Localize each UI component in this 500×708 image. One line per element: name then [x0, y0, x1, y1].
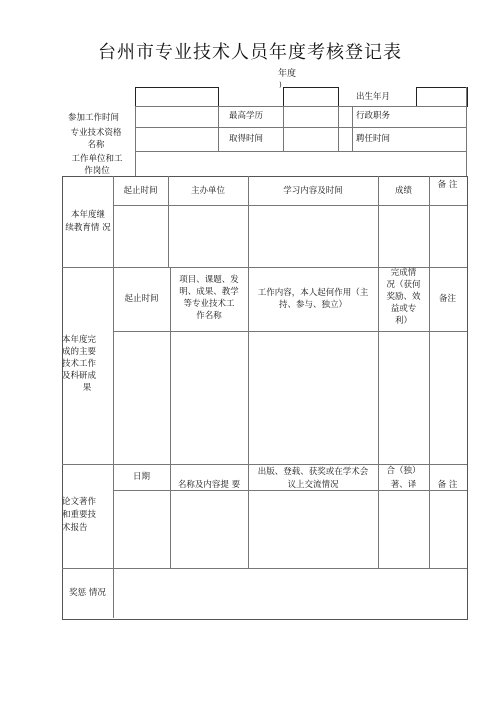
papers-header-remark: 备 注 — [437, 480, 458, 490]
work-header-role-1: 工作内容，本人起何作用（主 — [257, 288, 369, 298]
edu-header-content: 学习内容及时间 — [283, 186, 343, 196]
hire-time-label: 聘任时间 — [356, 134, 391, 144]
info-vline-5 — [352, 106, 353, 151]
work-unit-label-2: 作岗位 — [84, 166, 110, 176]
edu-header-organizer: 主办单位 — [190, 186, 225, 196]
qualification-label-2: 名称 — [87, 140, 105, 150]
edu-header-line — [113, 205, 467, 206]
year-field[interactable] — [283, 87, 339, 107]
birth-field[interactable] — [416, 87, 468, 107]
name-field[interactable] — [135, 87, 219, 107]
papers-header-coauthor-2: 著、译 — [390, 480, 417, 490]
papers-row-label-1: 论文著作 — [62, 497, 97, 507]
admin-position-label: 行政职务 — [356, 111, 391, 121]
work-row-label-3: 技术工作 — [62, 359, 97, 369]
edu-row-label-1: 本年度继 — [70, 210, 105, 220]
work-row-label-4: 及科研成 — [62, 371, 97, 381]
work-header-status-5: 利） — [394, 316, 412, 326]
papers-header-publish-1: 出版、登载、获奖或在学术会 — [257, 467, 369, 477]
awards-vline — [113, 568, 114, 618]
work-header-role-2: 持、参与、独立） — [278, 300, 347, 310]
work-header-status-1: 完成情 — [390, 268, 417, 278]
work-unit-label-1: 工作单位和工 — [71, 154, 123, 164]
birth-label: 出生年月 — [356, 92, 391, 102]
info-line-1 — [135, 106, 467, 107]
papers-header-coauthor-1: 合（独） — [386, 466, 421, 476]
work-header-project-3: 等专业技术工 — [183, 299, 235, 309]
papers-row-label-2: 和重要技 — [62, 510, 97, 520]
work-row-label-2: 成的主要 — [62, 347, 97, 357]
work-header-line — [113, 331, 467, 332]
qualification-label-1: 专业技术资格 — [70, 128, 122, 138]
info-vline-3 — [283, 106, 284, 151]
work-end-line — [62, 464, 467, 465]
work-header-status-2: 况（获何 — [386, 280, 421, 290]
year-paren: ) — [279, 81, 282, 89]
edu-header-result: 成绩 — [394, 186, 412, 196]
edu-row-label-2: 续教育情 况 — [65, 223, 111, 233]
awards-label: 奖惩 情况 — [69, 588, 106, 598]
join-work-time-label: 参加工作时间 — [68, 113, 120, 123]
highest-education-label: 最高学历 — [229, 111, 264, 121]
info-vline-4 — [338, 106, 339, 151]
work-header-status-4: 益或专 — [390, 304, 417, 314]
main-table — [62, 176, 468, 620]
work-header-remark: 备注 — [438, 294, 456, 304]
papers-end-line — [62, 568, 467, 569]
edu-header-remark: 备 注 — [437, 180, 458, 190]
obtained-time-label: 取得时间 — [229, 134, 264, 144]
edu-header-period: 起止时间 — [123, 186, 158, 196]
work-header-period: 起止时间 — [124, 294, 159, 304]
work-header-status-3: 奖励、效 — [386, 292, 421, 302]
work-header-project-4: 作名称 — [196, 311, 222, 321]
work-header-project-1: 项目、课题、发 — [179, 275, 239, 285]
papers-header-publish-2: 议上交流情况 — [287, 480, 339, 490]
work-header-project-2: 明、成果、教学 — [179, 287, 239, 297]
page-title: 台州市专业技术人员年度考核登记表 — [98, 42, 402, 63]
year-label: 年度 — [278, 69, 297, 79]
info-line-2 — [135, 127, 467, 128]
papers-row-label-3: 术报告 — [62, 523, 88, 533]
info-vline-2 — [218, 106, 219, 151]
info-vline-right — [466, 87, 467, 176]
papers-header-date: 日期 — [132, 472, 150, 482]
info-line-3 — [135, 151, 467, 152]
work-row-label-5: 果 — [82, 383, 92, 393]
papers-header-name: 名称及内容提 要 — [177, 480, 241, 490]
info-vline-1 — [135, 106, 136, 176]
work-row-label-1: 本年度完 — [62, 335, 97, 345]
